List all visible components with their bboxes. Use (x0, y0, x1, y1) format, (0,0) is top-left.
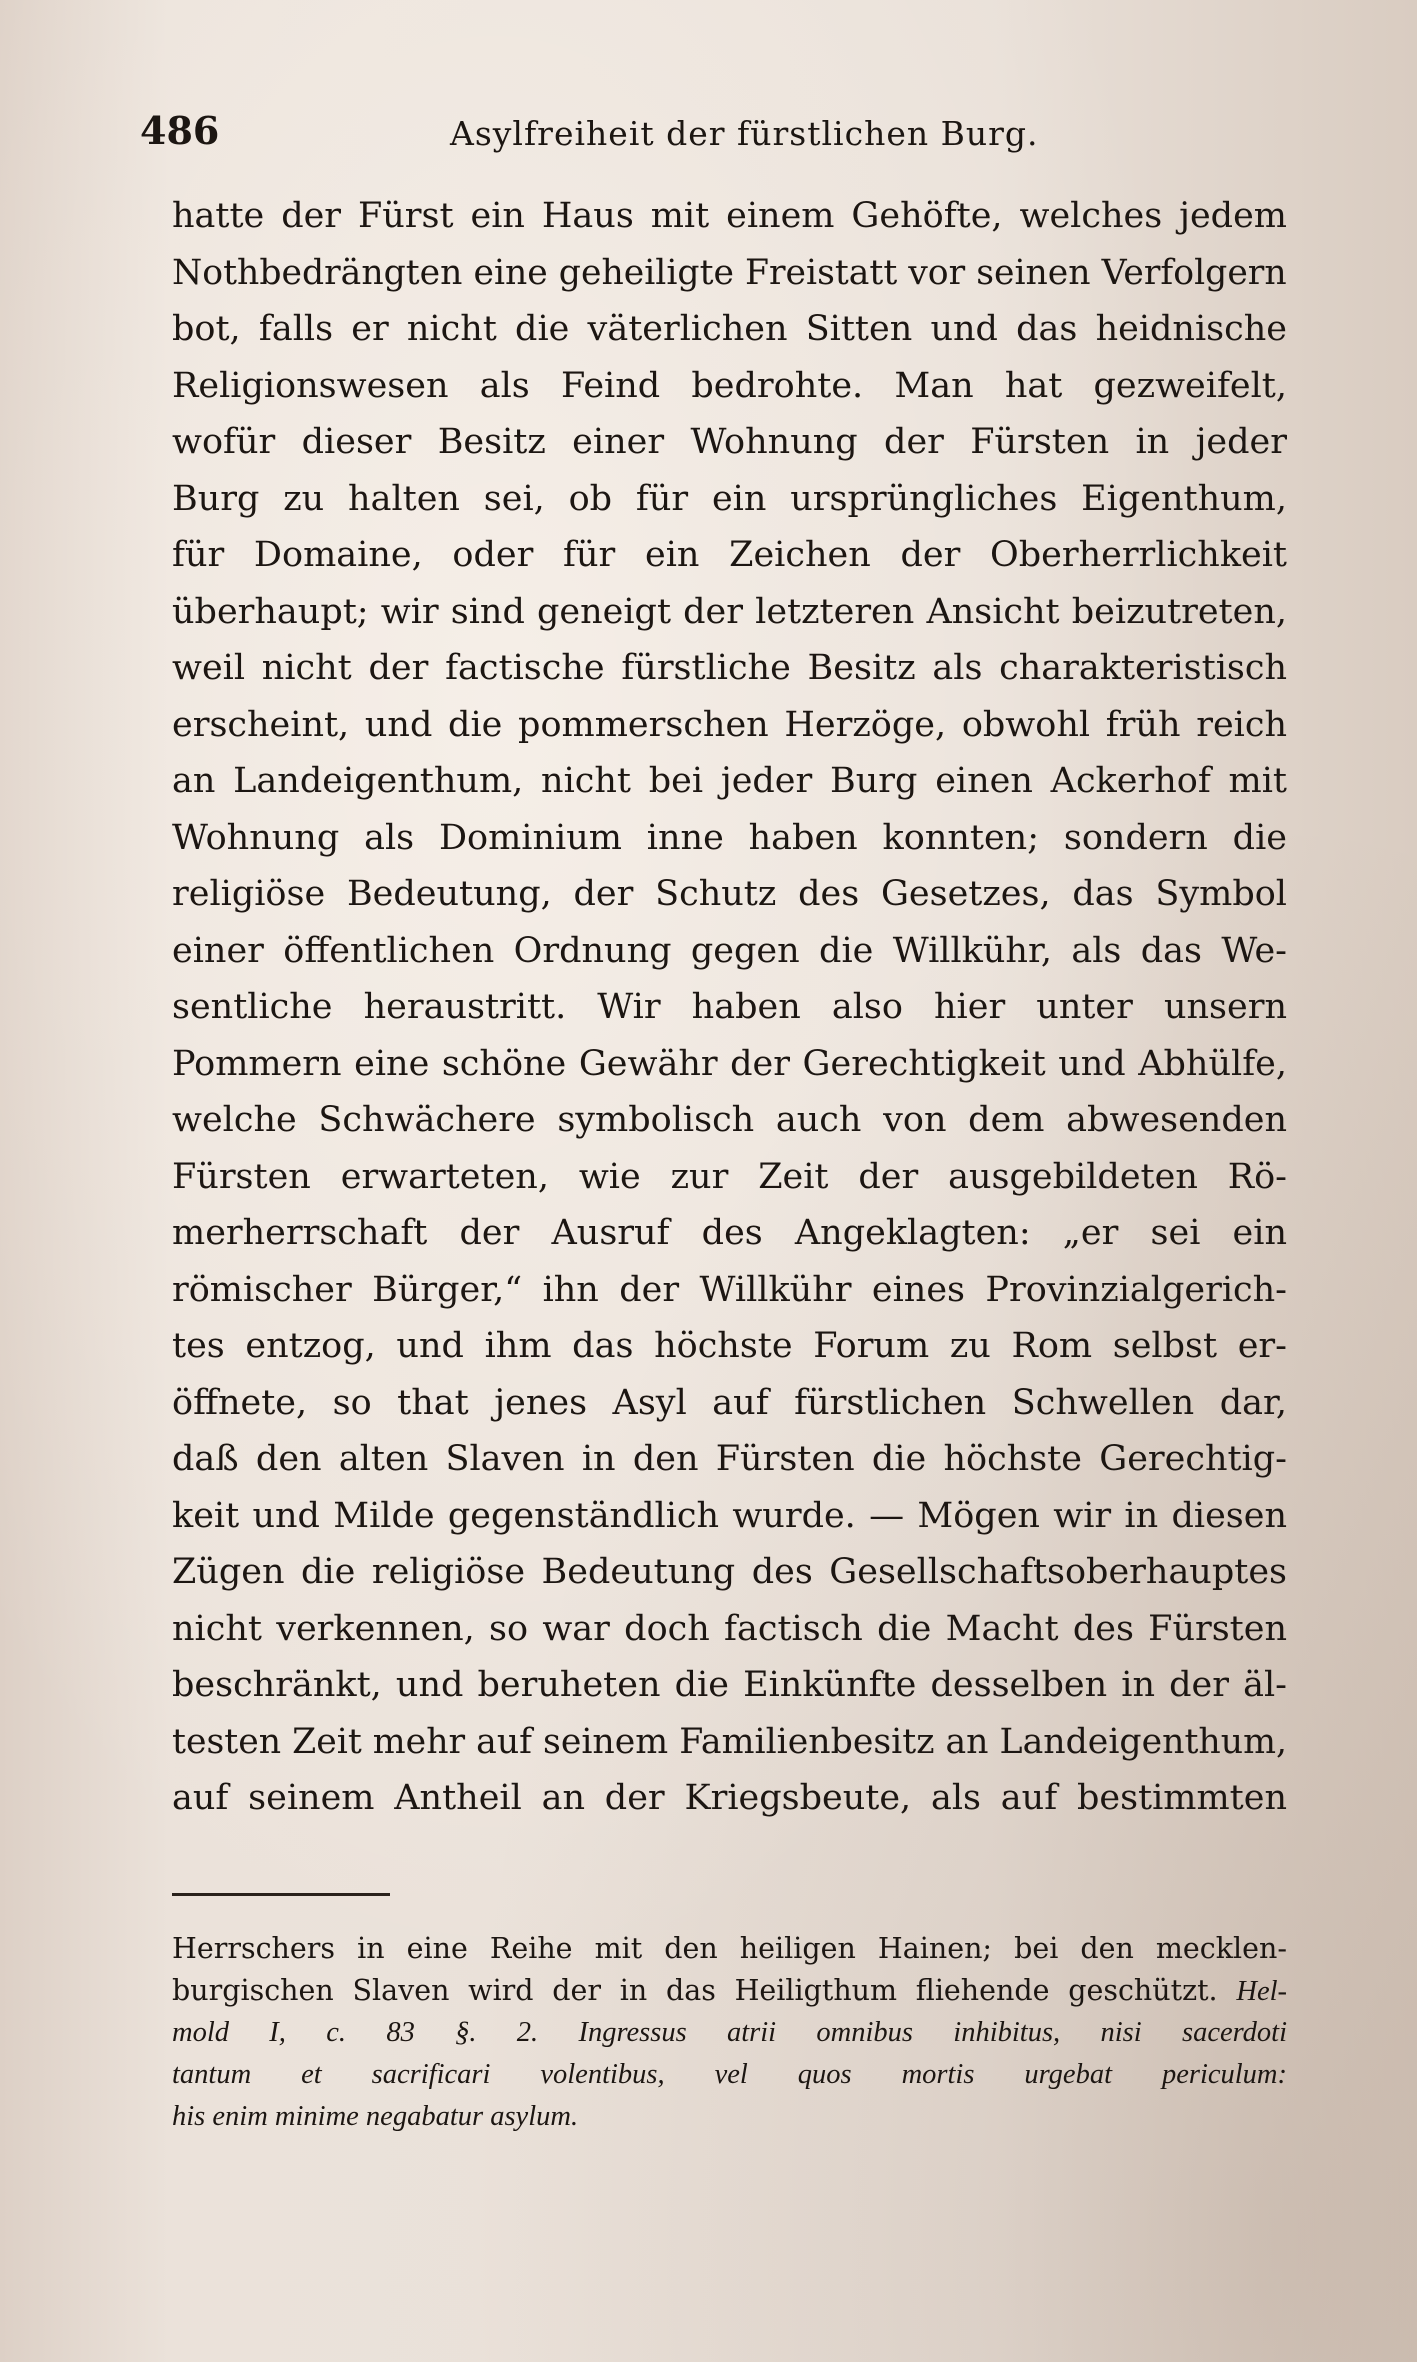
text-line: Burg zu halten sei, ob für ein ursprüngliches Eigenthum, (172, 478, 1287, 519)
text-line: an Landeigenthum, nicht bei jeder Burg einen Ackerhof mit (172, 761, 1287, 801)
main-text (172, 188, 1287, 1827)
text-line: Nothbedrängten eine geheiligte Freistatt vor seinen Verfolgern (172, 252, 1287, 293)
footnote-line: tantum et sacrificari volentibus, vel quos mortis urgebat periculum: (172, 2059, 1287, 2090)
footnote (172, 1928, 1287, 2138)
text-line: öffnete, so that jenes Asyl auf fürstlichen Schwellen dar, (172, 1382, 1287, 1423)
text-line: nicht verkennen, so war doch factisch die Macht des Fürsten (172, 1608, 1287, 1649)
running-head: Asylfreiheit der fürstlichen Burg. (450, 114, 1039, 153)
text-line: hatte der Fürst ein Haus mit einem Gehöfte, welches jedem (172, 196, 1287, 236)
text-line: Fürsten erwarteten, wie zur Zeit der ausgebildeten Rö- (172, 1156, 1287, 1197)
text-line: testen Zeit mehr auf seinem Familienbesitz an Landeigenthum, (172, 1721, 1288, 1762)
text-line: weil nicht der factische fürstliche Besitz als charakteristisch (172, 648, 1287, 688)
footnote-divider (172, 1893, 390, 1896)
text-line: sentliche heraustritt. Wir haben also hier unter unsern (172, 987, 1287, 1027)
text-line: römischer Bürger,“ ihn der Willkühr eines Provinzialgerich- (172, 1269, 1287, 1310)
footnote-line: his enim minime negabatur asylum. (172, 2101, 579, 2132)
text-line: überhaupt; wir sind geneigt der letzteren Ansicht beizutreten, (172, 591, 1287, 632)
text-line: merherrschaft der Ausruf des Angeklagten: „er sei ein (172, 1213, 1287, 1253)
text-line: daß den alten Slaven in den Fürsten die höchste Gerechtig- (172, 1439, 1287, 1479)
text-line: keit und Milde gegenständlich wurde. — Mögen wir in diesen (172, 1495, 1287, 1536)
footnote-line (172, 1970, 1287, 2012)
footnote-line: Herrschers in eine Reihe mit den heiligen Hainen; bei den mecklen- (172, 1932, 1287, 1965)
page-header (140, 108, 1290, 168)
footnote-fraktur-text: burgischen Slaven wird der in das Heiligthum fliehende geschützt. (172, 1974, 1218, 2007)
footnote-line: mold I, c. 83 §. 2. Ingressus atrii omnibus inhibitus, nisi sacerdoti (172, 2017, 1287, 2048)
text-line: religiöse Bedeutung, der Schutz des Gesetzes, das Symbol (172, 874, 1287, 914)
page-number: 486 (140, 108, 220, 153)
text-line: auf seinem Antheil an der Kriegsbeute, als auf bestimmten (172, 1778, 1287, 1818)
text-line: erscheint, und die pommerschen Herzöge, obwohl früh reich (172, 704, 1287, 745)
text-line: einer öffentlichen Ordnung gegen die Willkühr, als das We- (172, 930, 1287, 971)
text-line: welche Schwächere symbolisch auch von dem abwesenden (172, 1100, 1287, 1140)
footnote-latin-text: Hel- (1236, 1976, 1288, 2007)
text-line: beschränkt, und beruheten die Einkünfte desselben in der äl- (172, 1665, 1287, 1705)
text-line: Religionswesen als Feind bedrohte. Man hat gezweifelt, (172, 365, 1287, 406)
text-line: tes entzog, und ihm das höchste Forum zu Rom selbst er- (172, 1326, 1287, 1366)
text-line: Pommern eine schöne Gewähr der Gerechtigkeit und Abhülfe, (172, 1043, 1287, 1084)
text-line: Zügen die religiöse Bedeutung des Gesellschaftsoberhauptes (172, 1552, 1287, 1592)
text-line: wofür dieser Besitz einer Wohnung der Fürsten in jeder (172, 422, 1287, 462)
text-line: bot, falls er nicht die väterlichen Sitten und das heidnische (172, 309, 1287, 349)
text-line: Wohnung als Dominium inne haben konnten; sondern die (172, 817, 1287, 858)
text-line: für Domaine, oder für ein Zeichen der Oberherrlichkeit (172, 535, 1287, 575)
